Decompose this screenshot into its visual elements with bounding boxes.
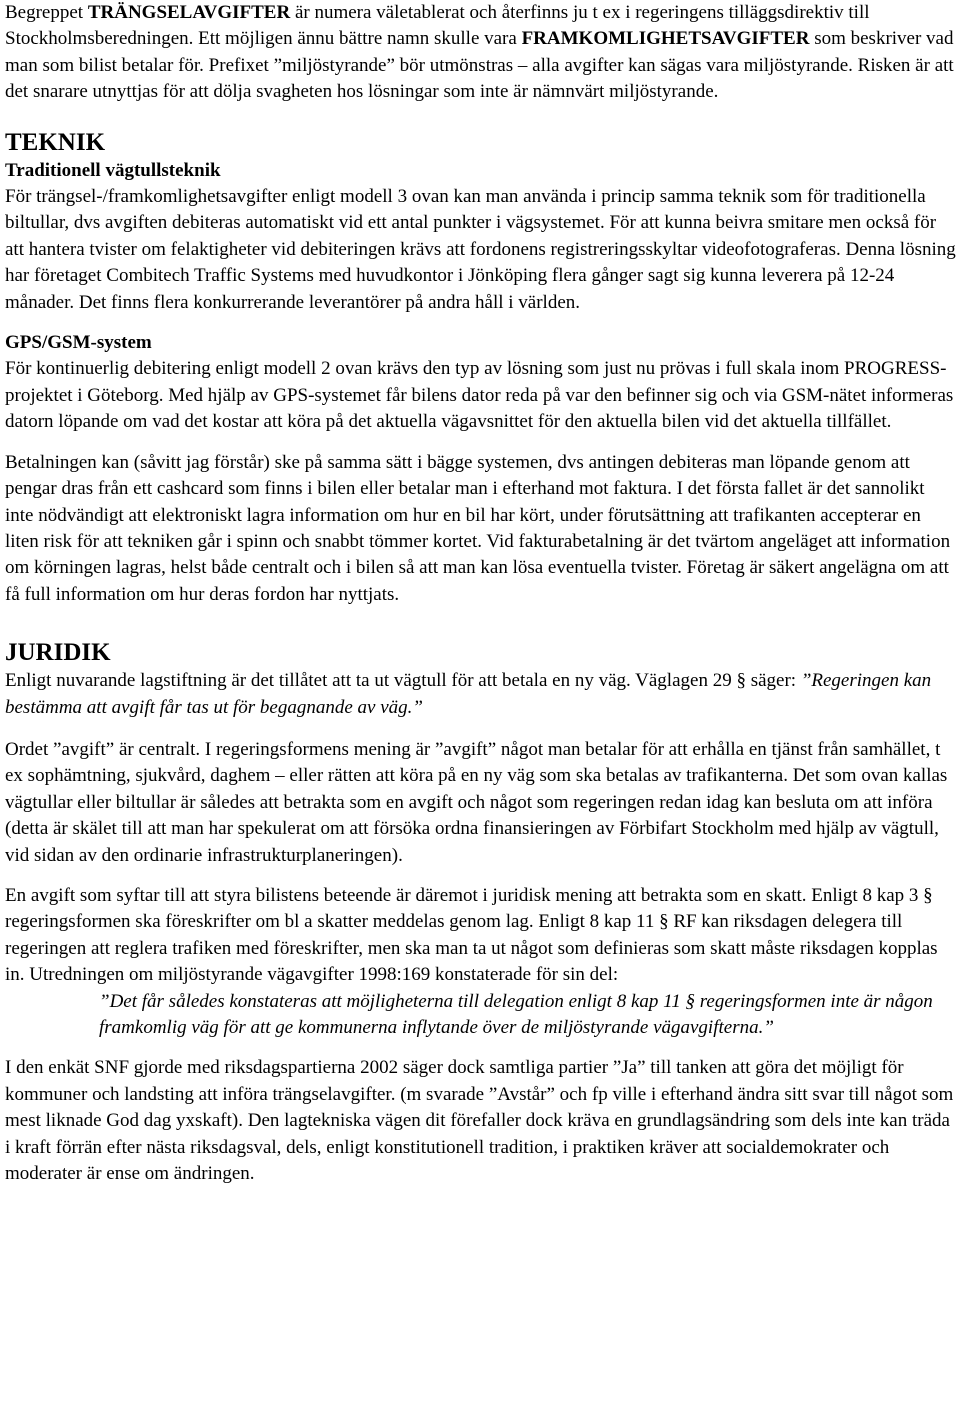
juridik-paragraph-1-text: Enligt nuvarande lagstiftning är det tillåtet att ta ut vägtull för att betala en ny väg. Väglagen 29 § säger:	[5, 670, 801, 692]
intro-text-1: Begreppet	[5, 2, 88, 23]
subheading-traditionell-vagtullsteknik: Traditionell vägtullsteknik	[5, 159, 221, 181]
heading-juridik: JURIDIK	[5, 639, 111, 667]
juridik-paragraph-4: I den enkät SNF gjorde med riksdagspartierna 2002 säger dock samtliga partier ”Ja” till tanken att göra det möjligt för kommuner och landsting att införa trängselavgifter. (m svarade ”Avstår” och fp ville i efterhand ändra sitt svar till något som mest liknade God dag yxskaft). Den lagtekniska vägen dit förefaller dock kräva en grundlagsändring som dels inte kan träda i kraft förrän efter nästa riksdagsval, dels, enligt konstitutionell tradition, i praktiken kräver att socialdemokrater och moderater är ense om ändringen.	[5, 1057, 954, 1185]
juridik-paragraph-3: En avgift som syftar till att styra bilistens beteende är däremot i juridisk mening att betrakta som en skatt. Enligt 8 kap 3 § regeringsformen ska föreskrifter om bl a skatter meddelas genom lag. Enligt 8 kap 11 § RF kan riksdagen delegera till regeringen att reglera trafiken med föreskrifter, men ska man ta ut något som definieras som skatt måste riksdagen kopplas in. Utredningen om miljöstyrande vägavgifter 1998:169 konstaterade för sin del:	[5, 884, 938, 986]
juridik-paragraph-1	[5, 668, 957, 721]
intro-paragraph	[5, 0, 957, 106]
juridik-paragraph-2: Ordet ”avgift” är centralt. I regeringsformens mening är ”avgift” något man betalar för att erhålla en tjänst från samhället, t ex sophämtning, sjukvård, daghem – eller rätten att köra på en ny väg som ska betalas av trafikanterna. Det som ovan kallas vägtullar eller biltullar är således att betrakta som en avgift och något som regeringen redan idag kan besluta om att införa (detta är skälet till att man har spekulerat om att försöka ordna finansieringen av Förbifart Stockholm med hjälp av vägtull, vid sidan av den ordinarie infrastrukturplaneringen).	[5, 738, 948, 866]
intro-text-3: som beskriver vad man som bilist betalar för. Prefixet ”miljöstyrande” bör utmönstras – alla avgifter kan sägas vara miljöstyrande. Risken är att det snarare utnyttjas för att dölja svagheten hos lösningar som inte är nämnvärt miljöstyrande.	[5, 28, 954, 103]
vaglagen-quote: ”Regeringen kan bestämma att avgift får tas ut för begagnande av väg.”	[5, 670, 932, 718]
heading-teknik: TEKNIK	[5, 128, 106, 156]
term-framkomlighetsavgifter: FRAMKOMLIGHETSAVGIFTER	[521, 28, 810, 50]
teknik-paragraph-3: Betalningen kan (såvitt jag förstår) ske på samma sätt i bägge systemen, dvs antingen debiteras man löpande genom att pengar dras från ett cashcard som finns i bilen eller betalar man i efterhand mot faktura. I det första fallet är det sannolikt inte nödvändigt att elektroniskt lagra information om hur en bil har kört, under förutsättning att trafikanten accepterar en liten risk för att tekniken går i spinn och snabbt tömmer kortet. Vid fakturabetalning är det tvärtom angeläget att information om körningen lagras, helst både centralt och i bilen så att man kan lösa eventuella tvister. Företag är säkert angelägna om att få full information om hur deras fordon har nyttjats.	[5, 451, 951, 605]
intro-text-2: är numera väletablerat och återfinns ju t ex i regeringens tilläggsdirektiv till Stockholmsberedningen. Ett möjligen ännu bättre namn skulle vara	[5, 2, 870, 50]
term-trangselavgifter: TRÄNGSELAVGIFTER	[87, 2, 291, 23]
teknik-paragraph-1: För trängsel-/framkomlighetsavgifter enligt modell 3 ovan kan man använda i princip samma teknik som för traditionella biltullar, dvs avgiften debiteras automatiskt vid ett antal punkter i vägsystemet. För att kunna beivra smitare men också för att hantera tvister om felaktigheter vid debiteringen krävs att fordonens registreringsskyltar videofotograferas. Denna lösning har företaget Combitech Traffic Systems med huvudkontor i Jönköping flera gånger sagt sig kunna leverera på 12-24 månader. Det finns flera konkurrerande leverantörer på andra håll i världen.	[5, 186, 956, 313]
document-page	[5, 0, 957, 1187]
subheading-gps-gsm-system: GPS/GSM-system	[5, 332, 152, 354]
teknik-paragraph-2: För kontinuerlig debitering enligt modell 2 ovan krävs den typ av lösning som just nu prövas i full skala inom PROGRESS-projektet i Göteborg. Med hjälp av GPS-systemet får bilens dator reda på var den befinner sig och via GSM-nätet informeras datorn löpande om vad det kostar att köra på det aktuella vägavsnittet för den aktuella bilen vid det aktuella tillfället.	[5, 358, 954, 433]
utredning-quote: ”Det får således konstateras att möjligheterna till delegation enligt 8 kap 11 § regeringsformen inte är någon framkomlig väg för att ge kommunerna inflytande över de miljöstyrande vägavgifterna.”	[99, 990, 933, 1038]
